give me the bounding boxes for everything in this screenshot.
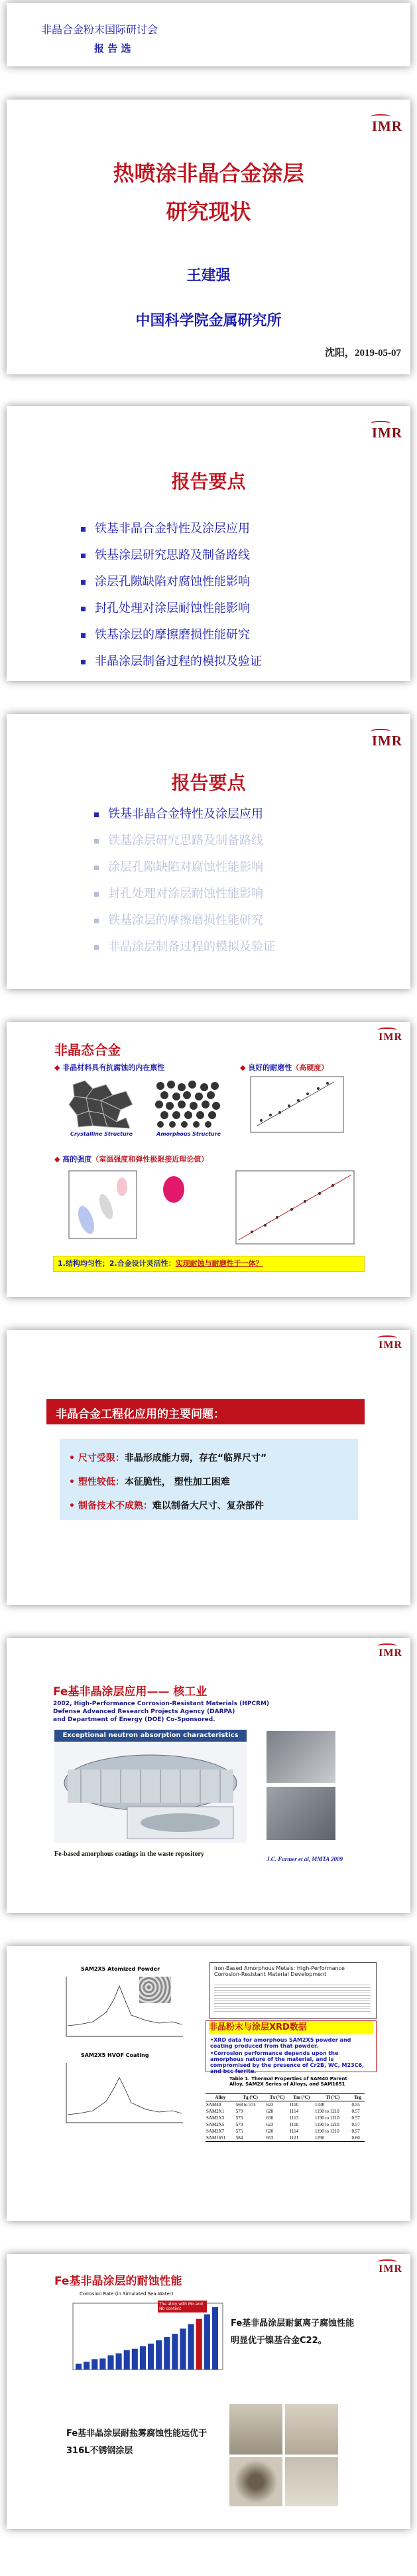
corrosion-bar	[148, 2344, 154, 2370]
outline-item: 铁基涂层的摩擦磨损性能研究	[81, 625, 262, 652]
outline-item: 铁基非晶合金特性及涂层应用	[81, 519, 262, 546]
slide-title: Fe基非晶涂层的耐蚀性能	[54, 2275, 182, 2288]
thermal-table	[206, 2093, 365, 2142]
corrosion-bar	[164, 2337, 170, 2370]
xrd-point: •Corrosion performance depends upon the amorphous nature of the material, and is compromised by the presence of Cr2B, WC, M23C6, and bcc ferrite.	[210, 2050, 365, 2074]
xrd-slide	[7, 1946, 410, 2221]
imr-logo: IMR	[371, 733, 402, 749]
corrosion-bar	[107, 2355, 113, 2370]
box-scan-text	[214, 1983, 371, 2013]
xrd-title: 非晶粉末与涂层XRD数据	[209, 2021, 373, 2034]
outline-highlight-slide	[7, 714, 410, 989]
corrosion-bar	[140, 2346, 146, 2370]
outline-item-dimmed: 铁基涂层的摩擦磨损性能研究	[94, 911, 275, 937]
table-row: SAM2X7 575 620 1114 1190 to 1210 0.57	[206, 2129, 360, 2134]
outline-item-dimmed: 非晶涂层制备过程的模拟及验证	[94, 937, 275, 964]
outline-item: 非晶涂层制备过程的模拟及验证	[81, 652, 262, 678]
imr-logo: IMR	[379, 1031, 402, 1043]
imr-logo: IMR	[379, 1647, 402, 1659]
reference: J.C. Farmer et al, MMTA 2009	[267, 1856, 343, 1862]
corrosion-bar	[132, 2349, 138, 2370]
crystalline-structure-image	[66, 1078, 136, 1130]
salt-spray-photo	[229, 2404, 282, 2455]
nuclear-application-slide	[7, 1638, 410, 1913]
outline-item-dimmed: 涂层孔隙缺陷对腐蚀性能影响	[94, 858, 275, 884]
wear-resistance-chart	[241, 1074, 347, 1140]
imr-logo: IMR	[379, 2263, 402, 2275]
amorphous-alloy-slide	[7, 1022, 410, 1297]
author-name: 王建强	[186, 267, 231, 284]
corrosion-bar	[156, 2340, 162, 2370]
powder-micrograph	[139, 1977, 171, 2003]
program-line2: Defense Advanced Research Projects Agency (DARPA)	[53, 1708, 235, 1715]
salt-spray-photo	[229, 2457, 282, 2506]
problem-item: • 塑性较低：本征脆性， 塑性加工困难	[69, 1477, 230, 1487]
outline-item: 涂层孔隙缺陷对腐蚀性能影响	[81, 572, 262, 599]
outline-list-highlight	[94, 804, 275, 964]
pink-ellipse-image	[154, 1171, 194, 1211]
corrosion-bar	[124, 2350, 130, 2370]
outline-item-dimmed: 铁基涂层研究思路及制备路线	[94, 831, 275, 858]
mo-nb-callout: The alloy with Mo and Nb content	[158, 2301, 207, 2312]
corrosion-bar	[172, 2334, 178, 2370]
program-line3: and Department of Energy (DOE) Co-Sponsored.	[53, 1716, 215, 1723]
amorphous-label: Amorphous Structure	[156, 1131, 221, 1137]
xrd-info-box	[206, 2020, 377, 2072]
corrosion-bar	[91, 2359, 97, 2370]
repository-caption: Fe-based amorphous coatings in the waste repository	[54, 1851, 204, 1858]
box-title: Iron-Based Amorphous Metals: High-Performance Corrosion-Resistant Material Development	[214, 1965, 345, 1977]
repository-photo-bottom	[267, 1787, 335, 1840]
imr-logo: IMR	[371, 425, 402, 441]
corrosion-bar	[196, 2319, 202, 2370]
institute-name: 中国科学院金属研究所	[135, 313, 282, 329]
problems-banner	[46, 1399, 365, 1424]
report-subtitle: 报 告 选	[94, 42, 131, 54]
corrosion-bar	[99, 2358, 105, 2370]
salt-spray-text: Fe基非晶涂层耐盐雾腐蚀性能远优于316L不锈钢涂层	[66, 2429, 208, 2456]
table-row: SAM2X3 573 630 1113 1190 to 1210 0.57	[206, 2115, 360, 2121]
outline-title: 报告要点	[171, 772, 246, 794]
slide-title-line1: 热喷涂非晶合金涂层	[113, 161, 304, 186]
corrosion-bar	[180, 2328, 186, 2370]
xrd-point: •XRD data for amorphous SAM2X5 powder and coating produced from that powder.	[210, 2037, 351, 2049]
repository-photo-top	[267, 1731, 335, 1783]
title-slide	[7, 100, 410, 374]
slide-title-line2: 研究现状	[166, 199, 251, 224]
slide-title: Fe基非晶涂层应用—— 核工业	[53, 1685, 208, 1699]
conclusion-bar: 1.结构均匀性；2.合金设计灵活性：实现耐蚀与耐磨性于一体？	[53, 1256, 365, 1272]
salt-spray-photo	[285, 2404, 338, 2455]
material-dev-box	[209, 1962, 377, 2019]
table-row: SAM1651 584 653 1121 1290 0.60	[206, 2135, 365, 2142]
elastic-limit-chart	[225, 1168, 358, 1252]
corrosion-bar	[212, 2307, 218, 2370]
imr-logo: IMR	[379, 1339, 402, 1351]
corrosion-bar	[76, 2364, 82, 2370]
outline-item: 铁基涂层研究思路及制备路线	[81, 546, 262, 572]
crystalline-label: Crystalline Structure	[70, 1131, 133, 1137]
outline-title: 报告要点	[171, 471, 246, 492]
outline-item-dimmed: 封孔处理对涂层耐蚀性能影响	[94, 884, 275, 911]
corrosion-bar	[84, 2362, 89, 2370]
outline-item-active: 铁基非晶合金特性及涂层应用	[94, 804, 275, 831]
table-row: SAM40 568 to 574 623 1110 1338 0.55	[206, 2102, 360, 2107]
outline-slide	[7, 406, 410, 681]
outline-item: 封孔处理对涂层耐蚀性能影响	[81, 599, 262, 625]
chloride-text: Fe基非晶涂层耐氯离子腐蚀性能明显优于镍基合金C22。	[231, 2318, 355, 2346]
table-header-row: Alloy Tg (°C) Tx (°C) Tm (°C) Tl (°C) Trg	[206, 2094, 365, 2101]
imr-logo: IMR	[371, 118, 402, 134]
waste-repository-diagram	[54, 1743, 247, 1843]
problem-item: • 制备技术不成熟：难以制备大尺寸、复杂部件	[69, 1501, 264, 1511]
point-strength: ◆ 高的强度（室温强度和弹性极限接近理论值）	[54, 1155, 209, 1164]
xrd-coating-chart	[53, 2059, 186, 2132]
table-row: SAM2X1 579 628 1114 1190 to 1210 0.57	[206, 2109, 360, 2114]
program-line1: 2002, High-Performance Corrosion-Resistant Materials (HPCRM)	[53, 1701, 270, 1707]
chart-title: Corrosion Rate (in Simulated Sea Water)	[80, 2291, 174, 2297]
engineering-problems-slide	[7, 1330, 410, 1605]
problem-item: • 尺寸受限：非晶形成能力弱，存在“临界尺寸”	[69, 1453, 267, 1464]
amorphous-structure-image	[152, 1078, 222, 1130]
xrd-powder-title: SAM2X5 Atomized Powder	[81, 1966, 160, 1972]
problems-title: 非晶合金工程化应用的主要问题：	[56, 1408, 225, 1421]
salt-spray-photo	[285, 2457, 338, 2506]
presentation-date: 沈阳，2019-05-07	[325, 348, 401, 358]
header-slide	[7, 3, 410, 66]
neutron-banner: Exceptional neutron absorption characteristics	[54, 1730, 247, 1742]
slide-title: 非晶态合金	[54, 1042, 121, 1058]
corrosion-bar	[116, 2354, 122, 2370]
corrosion-bar	[188, 2324, 194, 2370]
outline-list	[81, 519, 262, 678]
table-row: SAM2X5 579 623 1118 1190 to 1210 0.57	[206, 2122, 360, 2127]
problems-box	[60, 1439, 358, 1520]
point-corrosion: ◆ 非晶材料具有抗腐蚀的内在禀性	[54, 1063, 165, 1072]
corrosion-slide	[7, 2254, 410, 2529]
thermal-table-title: Table 1. Thermal Properties of SAM40 Parent Alloy, SAM2X Series of Alloys, and SAM1651	[229, 2076, 347, 2087]
corrosion-bar	[204, 2314, 210, 2370]
strength-chart	[60, 1167, 139, 1247]
conference-title: 非晶合金粉末国际研讨会	[41, 23, 158, 36]
point-wear: ◆ 良好的耐磨性（高硬度）	[240, 1063, 329, 1072]
xrd-coating-title: SAM2X5 HVOF Coating	[81, 2052, 149, 2058]
